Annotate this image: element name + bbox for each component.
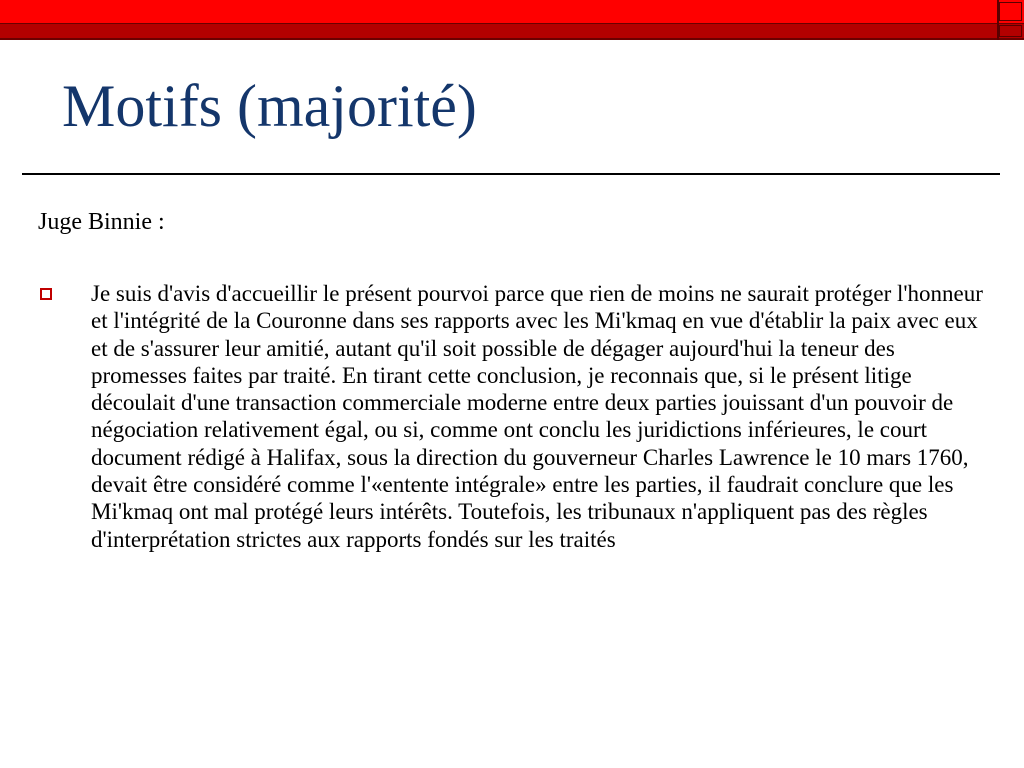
header-corner-top-square bbox=[999, 2, 1022, 21]
header-band bbox=[0, 0, 1024, 40]
title-divider bbox=[22, 173, 1000, 175]
speaker-label: Juge Binnie : bbox=[38, 209, 165, 235]
bullet-text: Je suis d'avis d'accueillir le présent pourvoi parce que rien de moins ne saurait protéger l'honneur et l'intégrité de la Couronne dans ses rapports avec les Mi'kmaq en vue d'établir la paix avec eux et de s'assurer leur amitié, autant qu'il soit possible de dégager aujourd'hui la teneur des promesses faites par traité. En tirant cette conclusion, je reconnais que, si le présent litige découlait d'une transaction commerciale moderne entre deux parties jouissant d'un pouvoir de négociation relativement égal, ou si, comme ont conclu les juridictions inférieures, le court document rédigé à Halifax, sous la direction du gouverneur Charles Lawrence le 10 mars 1760, devait être considéré comme l'«entente intégrale» entre les parties, il faudrait conclure que les Mi'kmaq ont mal protégé leurs intérêts. Toutefois, les tribunaux n'appliquent pas des règles d'interprétation strictes aux rapports fondés sur les traités bbox=[91, 281, 983, 552]
header-band-bottom-line bbox=[0, 38, 1024, 40]
slide-title: Motifs (majorité) bbox=[62, 73, 477, 139]
hollow-square-bullet-icon bbox=[40, 288, 52, 300]
header-corner-bottom-square bbox=[999, 25, 1022, 37]
header-band-dark bbox=[0, 24, 1024, 38]
header-band-red bbox=[0, 0, 1024, 24]
